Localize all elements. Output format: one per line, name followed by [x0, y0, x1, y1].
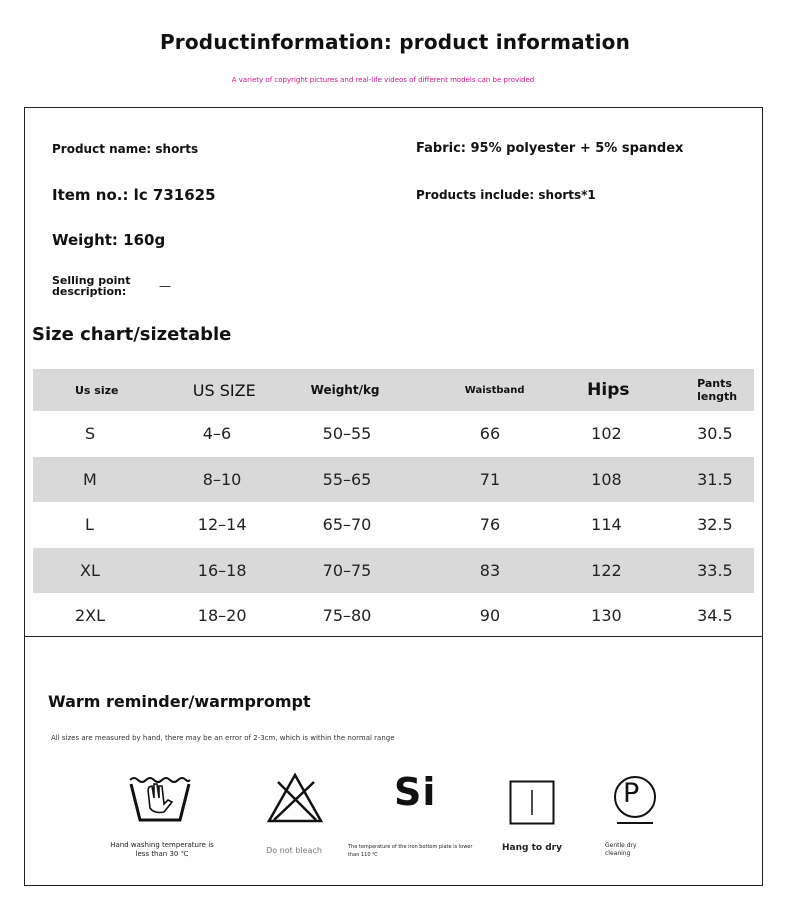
iron-caption: The temperature of the iron bottom plate is lower than 110 ℃ — [348, 844, 473, 858]
cell: 130 — [591, 606, 622, 626]
page-title: Productinformation: product information — [159, 30, 631, 54]
cell: 65–70 — [322, 515, 372, 535]
cell: 33.5 — [697, 560, 733, 580]
table-row — [33, 411, 754, 457]
measurement-note: All sizes are measured by hand, there may be an error of 2-3cm, which is within the normal range — [51, 734, 395, 742]
cell: 66 — [479, 424, 501, 444]
size-table — [33, 369, 754, 639]
dry-clean-letter: P — [623, 778, 640, 809]
iron-si-icon: Si — [394, 770, 437, 814]
cell: 76 — [479, 515, 501, 535]
cell: 4–6 — [202, 424, 232, 444]
cell: 31.5 — [697, 469, 733, 489]
weight: Weight: 160g — [52, 231, 166, 249]
cell: 18–20 — [197, 606, 247, 626]
products-include: Products include: shorts*1 — [416, 188, 596, 202]
cell: S — [85, 424, 96, 444]
hand-wash-icon — [128, 772, 192, 826]
cell: 8–10 — [202, 469, 242, 489]
cell: 32.5 — [697, 515, 733, 535]
hang-to-dry-icon — [509, 780, 555, 825]
cell: 102 — [591, 424, 622, 444]
col-weight: Weight/kg — [310, 383, 380, 397]
selling-point-label-line2: description: — [52, 285, 127, 298]
cell: 30.5 — [697, 424, 733, 444]
table-row — [33, 593, 754, 639]
col-hips: Hips — [587, 380, 630, 400]
cell: 34.5 — [697, 606, 733, 626]
cell: 75–80 — [322, 606, 372, 626]
cell: 55–65 — [322, 469, 372, 489]
selling-point-value: — — [159, 279, 171, 293]
cell: 108 — [591, 469, 622, 489]
col-us-size-range: US SIZE — [192, 380, 256, 400]
dry-caption: Gentle dry cleaning — [605, 842, 637, 857]
cell: 122 — [591, 560, 622, 580]
col-us-size: Us size — [75, 383, 119, 397]
cell: 71 — [479, 469, 501, 489]
cell: L — [85, 515, 94, 535]
size-chart-title: Size chart/sizetable — [32, 324, 232, 345]
warm-reminder-title: Warm reminder/warmprompt — [48, 692, 311, 711]
bleach-caption: Do not bleach — [266, 846, 322, 855]
cell: 114 — [591, 515, 622, 535]
cell: 12–14 — [197, 515, 247, 535]
selling-point-label-line1: Selling point — [52, 274, 131, 287]
table-header-row — [33, 369, 754, 411]
col-pants-length: Pants length — [697, 377, 738, 403]
item-number: Item no.: lc 731625 — [52, 186, 216, 204]
page-subtitle: A variety of copyright pictures and real-life videos of different models can be provided — [231, 76, 535, 84]
fabric: Fabric: 95% polyester + 5% spandex — [416, 141, 684, 156]
do-not-bleach-icon — [266, 772, 324, 824]
product-name: Product name: shorts — [52, 142, 199, 156]
table-row — [33, 457, 754, 503]
cell: 2XL — [75, 606, 106, 626]
cell: 70–75 — [322, 560, 372, 580]
col-waistband: Waistband — [464, 384, 525, 396]
wash-caption: Hand washing temperature is less than 30 ℃ — [110, 841, 214, 858]
hang-caption: Hang to dry — [502, 843, 562, 853]
cell: 83 — [479, 560, 501, 580]
cell: XL — [80, 560, 100, 580]
table-row — [33, 502, 754, 548]
cell: 16–18 — [197, 560, 247, 580]
selling-point-label — [52, 275, 131, 297]
cell: 50–55 — [322, 424, 372, 444]
table-row — [33, 548, 754, 594]
cell: M — [83, 469, 97, 489]
cell: 90 — [479, 606, 501, 626]
